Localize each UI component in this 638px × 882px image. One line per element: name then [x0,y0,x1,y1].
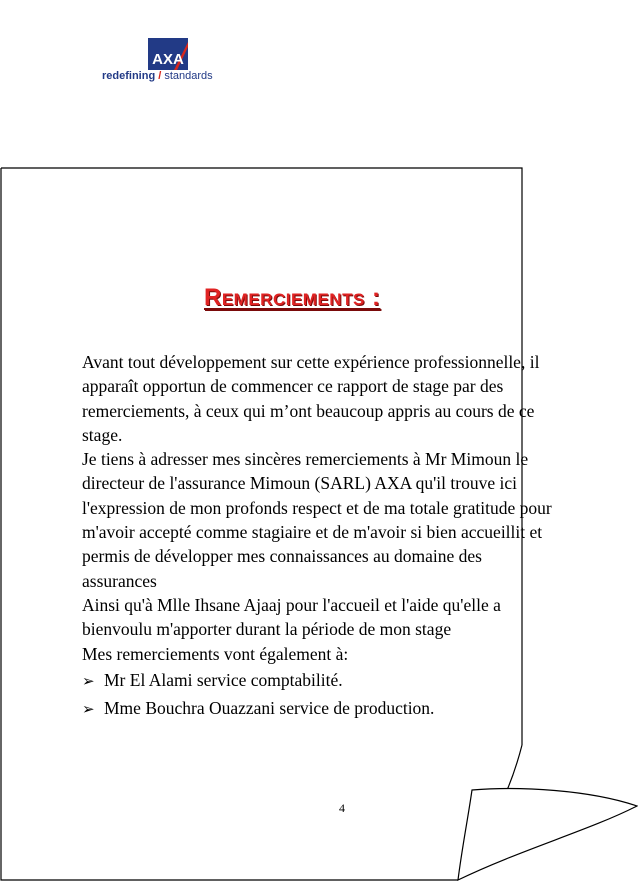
paragraph-also-thanks: Mes remerciements vont également à: [82,643,349,664]
tagline-slash: / [158,70,162,82]
paragraph-intro: Avant tout développement sur cette expérience professionnelle, il apparaît opportun de commencer ce rapport de stage par des remerciements, à ceux qui m’ont beaucoup appris au cours de ce stage. [82,352,540,445]
list-item [82,668,560,694]
list-item [82,696,560,722]
paragraph-thanks-director: Je tiens à adresser mes sincères remerciements à Mr Mimoun le directeur de l'assurance Mimoun (SARL) AXA qu'il trouve ici l'expression de mon profonds respect et de ma totale gratitude pour m'avoir accepté comme stagiaire et de m'avoir si bien accueillit et permis de développer mes connaissances au domaine des assurances [82,449,552,591]
list-item-text: Mme Bouchra Ouazzani service de production. [104,698,435,719]
arrow-bullet-icon: ➢ [82,673,95,690]
arrow-bullet-icon: ➢ [82,702,95,719]
list-item-text: Mr El Alami service comptabilité. [104,669,343,690]
tagline-redefining: redefining [102,70,156,82]
page-number: 4 [339,801,345,815]
axa-logo-lettering: AXA [152,51,184,68]
paragraph-thanks-ihsane: Ainsi qu'à Mlle Ihsane Ajaaj pour l'accueil et l'aide qu'elle a bienvoulu m'apporter durant la période de mon stage [82,594,501,640]
body-text [82,350,560,722]
tagline-standards: standards [164,70,213,82]
page-title: Remerciements : [204,284,381,311]
folded-corner-flap [458,789,637,880]
